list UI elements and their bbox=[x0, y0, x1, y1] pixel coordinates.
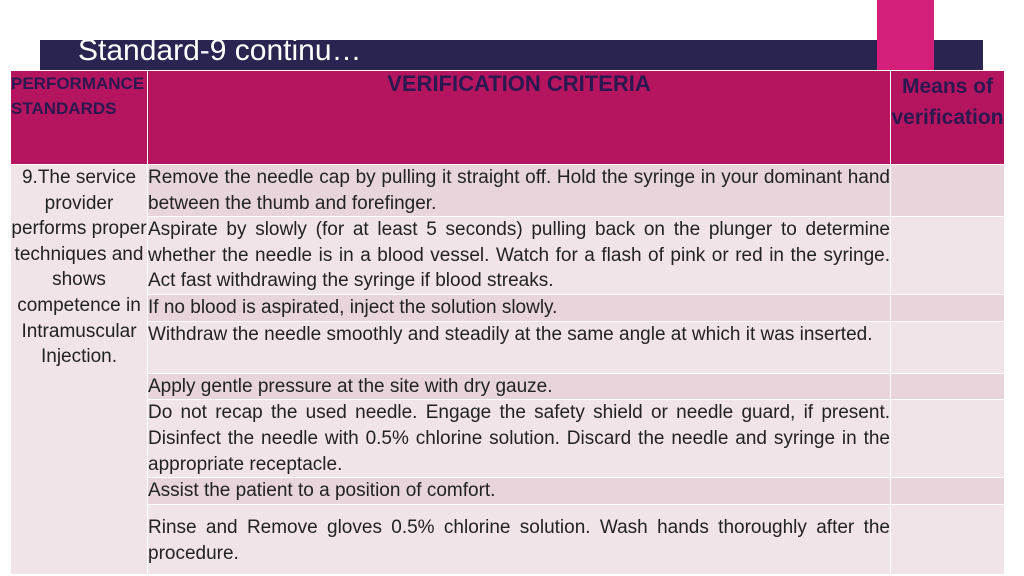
means-cell bbox=[891, 217, 1005, 295]
table-row bbox=[11, 295, 1005, 322]
table-row bbox=[11, 373, 1005, 400]
criteria-cell: Apply gentle pressure at the site with dry gauze. bbox=[148, 373, 891, 400]
means-cell bbox=[891, 295, 1005, 322]
table-row bbox=[11, 217, 1005, 295]
accent-tab bbox=[877, 0, 934, 70]
table-header-row bbox=[11, 71, 1005, 165]
means-cell bbox=[891, 165, 1005, 217]
means-cell bbox=[891, 400, 1005, 478]
means-cell bbox=[891, 505, 1005, 575]
means-cell bbox=[891, 373, 1005, 400]
means-cell bbox=[891, 321, 1005, 373]
table-row bbox=[11, 321, 1005, 373]
criteria-cell: If no blood is aspirated, inject the solution slowly. bbox=[148, 295, 891, 322]
criteria-cell: Assist the patient to a position of comfort. bbox=[148, 478, 891, 505]
performance-standards-header: PERFORMANCE STANDARDS bbox=[11, 71, 148, 165]
criteria-cell: Withdraw the needle smoothly and steadily at the same angle at which it was inserted. bbox=[148, 321, 891, 373]
table-row bbox=[11, 478, 1005, 505]
standards-table bbox=[10, 70, 1005, 575]
criteria-cell: Rinse and Remove gloves 0.5% chlorine solution. Wash hands thoroughly after the procedure. bbox=[148, 505, 891, 575]
table-row bbox=[11, 505, 1005, 575]
verification-criteria-header: VERIFICATION CRITERIA bbox=[148, 71, 891, 165]
slide-title: Standard-9 continu… bbox=[78, 34, 362, 67]
table-row bbox=[11, 400, 1005, 478]
criteria-cell: Aspirate by slowly (for at least 5 seconds) pulling back on the plunger to determine whether the needle is in a blood vessel. Watch for a flash of pink or red in the syringe. Act fast withdrawing the syringe if blood streaks. bbox=[148, 217, 891, 295]
criteria-cell: Do not recap the used needle. Engage the safety shield or needle guard, if present. Disinfect the needle with 0.5% chlorine solution. Discard the needle and syringe in the appropriate receptacle. bbox=[148, 400, 891, 478]
means-cell bbox=[891, 478, 1005, 505]
criteria-cell: Remove the needle cap by pulling it straight off. Hold the syringe in your dominant hand between the thumb and forefinger. bbox=[148, 165, 891, 217]
table-row bbox=[11, 165, 1005, 217]
performance-standard-cell: 9.The service provider performs proper techniques and shows competence in Intramuscular Injection. bbox=[11, 165, 148, 575]
means-of-verification-header: Means of verification bbox=[891, 71, 1005, 165]
